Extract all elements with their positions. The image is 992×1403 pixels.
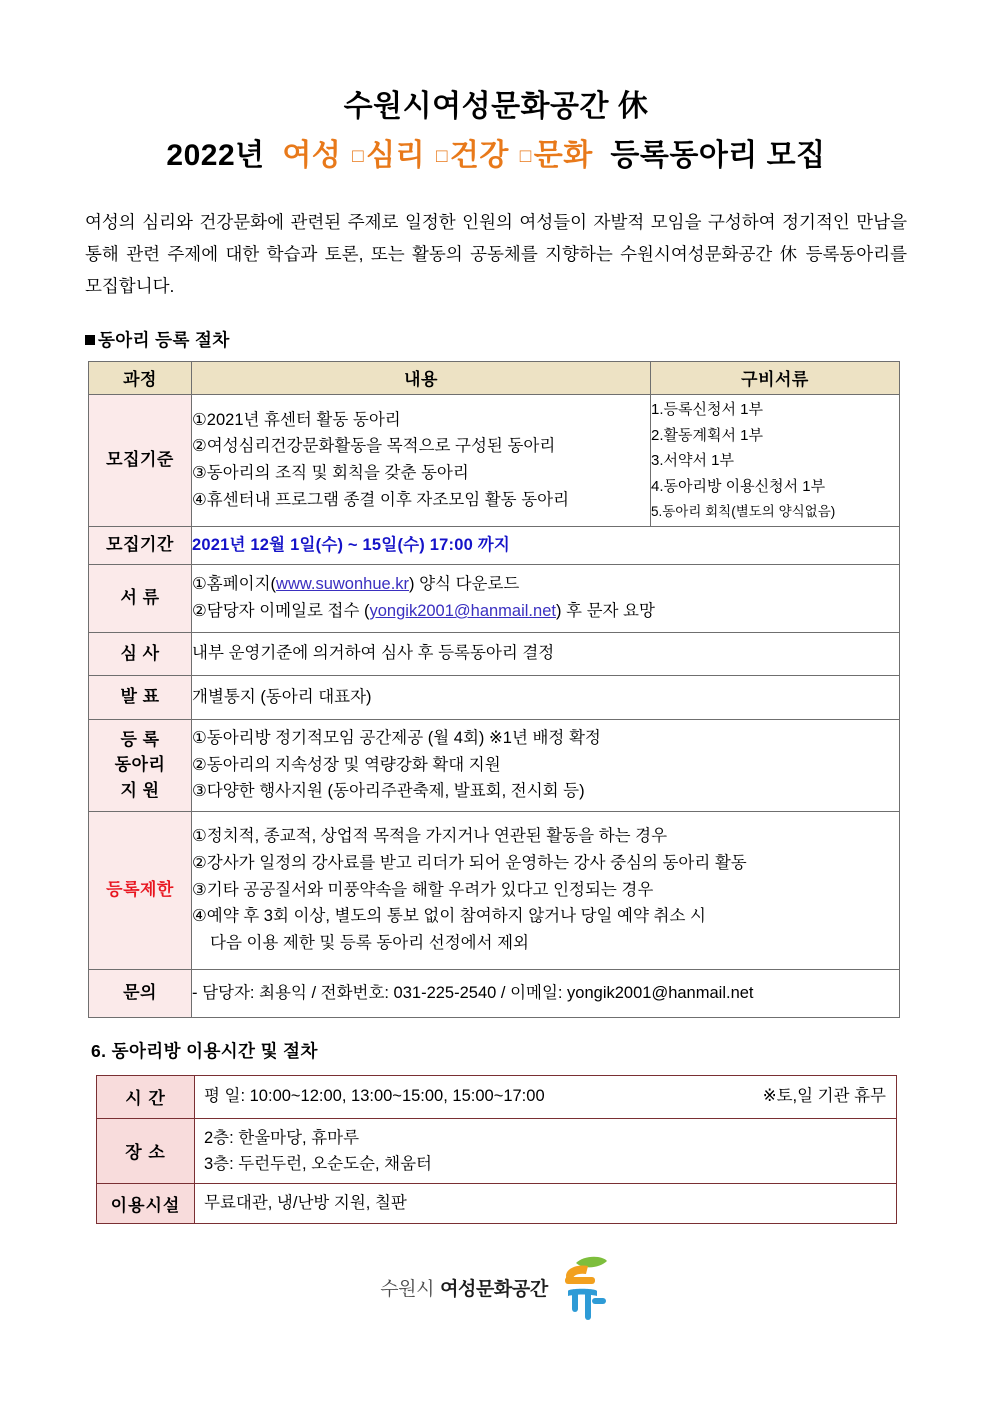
period-value: 2021년 12월 1일(수) ~ 15일(수) 17:00 까지 xyxy=(192,535,511,554)
row-content-restriction xyxy=(192,811,900,969)
table-row-documents-submit xyxy=(89,564,900,632)
square-bullet-icon xyxy=(85,335,95,345)
row-label-period: 모집기간 xyxy=(89,526,192,564)
support-line-3: ③다양한 행사지원 (동아리주관축제, 발표회, 전시회 등) xyxy=(192,782,585,801)
document-item-4: 4.동아리방 이용신청서 1부 xyxy=(651,478,826,496)
usage-time-main: 평 일: 10:00~12:00, 13:00~15:00, 15:00~17:00 xyxy=(204,1087,545,1106)
row-content-announcement xyxy=(192,675,900,719)
restriction-line-1: ①정치적, 종교적, 상업적 목적을 가지거나 연관된 활동을 하는 경우 xyxy=(192,827,668,846)
restriction-line-2: ②강사가 일정의 강사료를 받고 리더가 되어 운영하는 강사 중심의 동아리 활동 xyxy=(192,853,747,872)
usage-content-place xyxy=(195,1118,897,1184)
restriction-line-5: 다음 이용 제한 및 등록 동아리 선정에서 제외 xyxy=(210,934,529,953)
announcement-line-1: 개별통지 (동아리 대표자) xyxy=(192,687,372,706)
intro-paragraph xyxy=(85,207,907,303)
support-label-line-3: 지 원 xyxy=(120,780,160,800)
section-heading-procedure xyxy=(85,327,907,352)
procedure-table xyxy=(88,361,900,1018)
document-item-3: 3.서약서 1부 xyxy=(651,452,734,470)
documents-submit-line-1-pre: ①홈페이지( xyxy=(192,575,277,594)
row-label-announcement: 발 표 xyxy=(89,675,192,719)
procedure-table-header-row xyxy=(89,361,900,394)
section-heading-usage: 6. 동아리방 이용시간 및 절차 xyxy=(91,1040,318,1061)
usage-label-time: 시 간 xyxy=(97,1075,195,1118)
support-label-line-2: 동아리 xyxy=(114,755,166,775)
table-row-review xyxy=(89,632,900,675)
criteria-line-4: ④휴센터내 프로그램 종결 이후 자조모임 활동 동아리 xyxy=(192,490,570,509)
row-content-contact xyxy=(192,969,900,1017)
row-content-support xyxy=(192,719,900,811)
title-keyword-2: 심리 xyxy=(366,138,426,172)
table-row-support xyxy=(89,719,900,811)
page-title-line-1: 수원시여성문화공간 休 xyxy=(343,90,649,123)
usage-row-place xyxy=(97,1118,897,1184)
usage-facility-line-1: 무료대관, 냉/난방 지원, 칠판 xyxy=(204,1194,407,1213)
table-row-restriction xyxy=(89,811,900,969)
usage-row-time xyxy=(97,1075,897,1118)
table-row-period xyxy=(89,526,900,564)
row-label-restriction: 등록제한 xyxy=(89,811,192,969)
title-separator-2-icon: □ xyxy=(435,145,448,167)
section-heading-procedure-label: 동아리 등록 절차 xyxy=(98,329,230,350)
usage-label-place: 장 소 xyxy=(97,1118,195,1184)
col-header-process: 과정 xyxy=(89,361,192,394)
row-label-documents-submit: 서 류 xyxy=(89,564,192,632)
criteria-line-3: ③동아리의 조직 및 회칙을 갖춘 동아리 xyxy=(192,464,469,483)
support-line-2: ②동아리의 지속성장 및 역량강화 확대 지원 xyxy=(192,755,501,774)
page-title-line-2 xyxy=(85,136,907,177)
logo-city-label: 수원시 xyxy=(380,1279,435,1301)
title-separator-3-icon: □ xyxy=(519,145,532,167)
document-item-2: 2.활동계획서 1부 xyxy=(651,426,763,444)
title-tail: 등록동아리 모집 xyxy=(610,138,826,172)
documents-submit-line-2-pre: ②담당자 이메일로 접수 ( xyxy=(192,602,370,621)
row-label-criteria: 모집기준 xyxy=(89,394,192,526)
homepage-link[interactable]: www.suwonhue.kr xyxy=(276,575,410,594)
criteria-line-1: ①2021년 휴센터 활동 동아리 xyxy=(192,410,401,429)
table-row-announcement xyxy=(89,675,900,719)
usage-label-facility: 이용시설 xyxy=(97,1184,195,1223)
contact-line-1: - 담당자: 최용익 / 전화번호: 031-225-2540 / 이메일: yongik2001@hanmail.net xyxy=(192,983,754,1002)
row-label-review: 심 사 xyxy=(89,632,192,675)
document-item-5: 5.동아리 회칙(별도의 양식없음) xyxy=(651,504,836,520)
restriction-line-3: ③기타 공공질서와 미풍약속을 해할 우려가 있다고 인정되는 경우 xyxy=(192,880,654,899)
row-content-documents xyxy=(651,394,900,526)
usage-place-line-1: 2층: 한울마당, 휴마루 xyxy=(204,1128,360,1147)
usage-content-time xyxy=(195,1075,897,1118)
row-content-documents-submit xyxy=(192,564,900,632)
usage-time-note: ※토,일 기관 휴무 xyxy=(762,1087,886,1106)
logo-wordmark xyxy=(380,1274,548,1301)
footer-logo xyxy=(85,1250,907,1326)
usage-content-facility xyxy=(195,1184,897,1223)
documents-submit-line-1 xyxy=(192,571,899,598)
document-title-block xyxy=(85,0,907,176)
intro-text: 여성의 심리와 건강문화에 관련된 주제로 일정한 인원의 여성들이 자발적 모임을 구성하여 정기적인 만남을 통해 관련 주제에 대한 학습과 토론, 또는 활동의 공동체를 지향하는 수원시여성문화공간 休 등록동아리를 모집합니다. xyxy=(85,212,907,296)
title-separator-1-icon: □ xyxy=(352,145,365,167)
row-content-criteria xyxy=(192,394,651,526)
table-row-criteria xyxy=(89,394,900,526)
review-line-1: 내부 운영기준에 의거하여 심사 후 등록동아리 결정 xyxy=(192,644,555,663)
email-link[interactable]: yongik2001@hanmail.net xyxy=(369,602,556,621)
title-year: 2022년 xyxy=(166,138,265,172)
row-label-support xyxy=(89,719,192,811)
row-content-period xyxy=(192,526,900,564)
row-label-contact: 문의 xyxy=(89,969,192,1017)
document-item-1: 1.등록신청서 1부 xyxy=(651,400,763,418)
title-keyword-1: 여성 xyxy=(282,138,342,172)
title-keyword-3: 건강 xyxy=(449,138,509,172)
row-content-review xyxy=(192,632,900,675)
col-header-documents: 구비서류 xyxy=(651,361,900,394)
col-header-content: 내용 xyxy=(192,361,651,394)
support-label-line-1: 등 록 xyxy=(120,729,160,749)
hue-logo-mark-icon xyxy=(556,1250,612,1326)
logo-name-label: 여성문화공간 xyxy=(440,1279,548,1301)
table-row-contact xyxy=(89,969,900,1017)
usage-place-line-2: 3층: 두런두런, 오순도순, 채움터 xyxy=(204,1154,432,1173)
documents-submit-line-2-post: ) 후 문자 요망 xyxy=(555,602,655,621)
documents-submit-line-2 xyxy=(192,598,899,625)
support-line-1: ①동아리방 정기적모임 공간제공 (월 4회) ※1년 배정 확정 xyxy=(192,728,601,747)
usage-table xyxy=(96,1075,897,1224)
title-keyword-4: 문화 xyxy=(533,138,593,172)
documents-submit-line-1-post: ) 양식 다운로드 xyxy=(409,575,520,594)
restriction-line-4: ④예약 후 3회 이상, 별도의 통보 없이 참여하지 않거나 당일 예약 취소 시 xyxy=(192,907,706,926)
usage-row-facility xyxy=(97,1184,897,1223)
criteria-line-2: ②여성심리건강문화활동을 목적으로 구성된 동아리 xyxy=(192,437,556,456)
